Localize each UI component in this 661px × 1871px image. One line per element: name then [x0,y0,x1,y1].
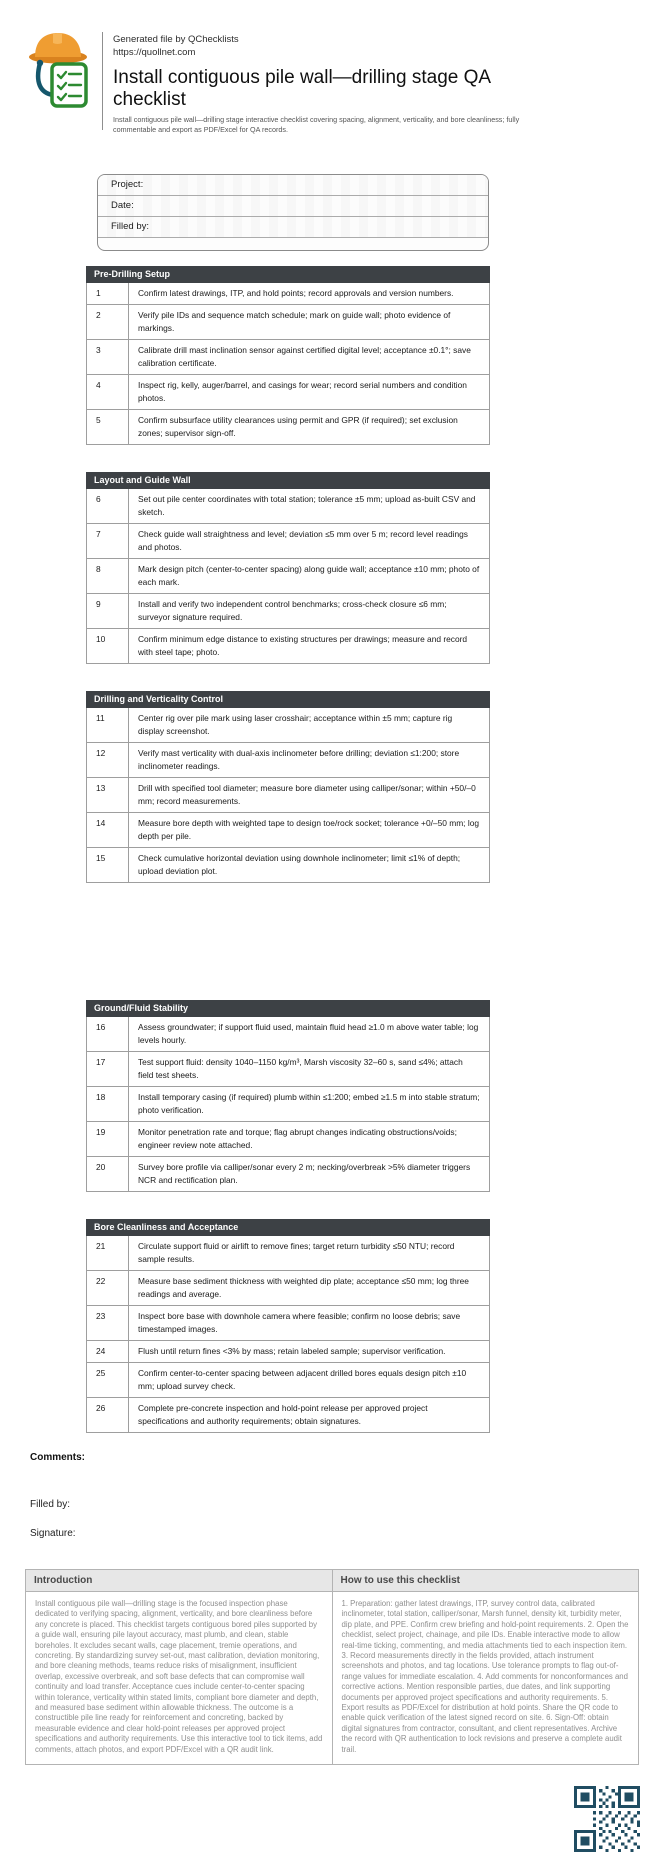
checklist-row-23[interactable] [87,1306,489,1341]
checklist-row-25[interactable] [87,1363,489,1398]
item-text: Inspect bore base with downhole camera where feasible; confirm no loose debris; save timestamped images. [138,1311,461,1334]
sections [0,266,661,1433]
item-number: 20 [87,1157,129,1191]
checklist-row-14[interactable] [87,813,489,848]
howto-title: How to use this checklist [333,1570,639,1592]
header-text-block [113,30,543,135]
item-text: Check guide wall straightness and level; deviation ≤5 mm over 5 m; record level readings and photos. [138,529,468,552]
checklist-row-7[interactable] [87,524,489,559]
item-number: 22 [87,1271,129,1305]
item-number: 9 [87,594,129,628]
section-title: Layout and Guide Wall [86,472,490,489]
item-number: 2 [87,305,129,339]
item-text: Install temporary casing (if required) plumb within ≤1:200; embed ≥1.5 m into stable stratum; photo verification. [138,1092,480,1115]
section-pre-drilling-setup [86,266,490,445]
checklist-row-3[interactable] [87,340,489,375]
footer-columns [25,1569,640,1765]
item-text: Install and verify two independent control benchmarks; cross-check closure ≤6 mm; surveyor signature required. [138,599,447,622]
signoff-block [30,1452,661,1539]
checklist-row-1[interactable] [87,283,489,305]
checklist-row-26[interactable] [87,1398,489,1432]
checklist-row-22[interactable] [87,1271,489,1306]
project-form [97,174,489,251]
item-text: Survey bore profile via calliper/sonar every 2 m; necking/overbreak >5% diameter triggers NCR and rectification plan. [138,1162,471,1185]
form-field-project[interactable]: Project: [98,175,488,196]
item-text: Assess groundwater; if support fluid used, maintain fluid head ≥1.0 m above water table; log levels hourly. [138,1022,479,1045]
item-text: Confirm center-to-center spacing between adjacent drilled bores equals design pitch ±10 mm; upload survey check. [138,1368,467,1391]
section-layout-and-guide-wall [86,472,490,664]
item-number: 8 [87,559,129,593]
item-text: Mark design pitch (center-to-center spacing) along guide wall; acceptance ±10 mm; photo of each mark. [138,564,480,587]
item-text: Monitor penetration rate and torque; flag abrupt changes indicating obstructions/voids; engineer review note attached. [138,1127,457,1150]
checklist-row-10[interactable] [87,629,489,663]
checklist-row-9[interactable] [87,594,489,629]
section-drilling-and-verticality-control [86,691,490,883]
item-text: Verify mast verticality with dual-axis inclinometer before drilling; deviation ≤1:200; store inclinometer readings. [138,748,460,771]
section-title: Drilling and Verticality Control [86,691,490,708]
item-text: Confirm subsurface utility clearances using permit and GPR (if required); set exclusion zones; supervisor sign-off. [138,415,458,438]
signature-label: Signature: [30,1528,76,1539]
checklist-row-5[interactable] [87,410,489,444]
item-text: Set out pile center coordinates with total station; tolerance ±5 mm; upload as-built CSV and sketch. [138,494,476,517]
item-text: Confirm latest drawings, ITP, and hold points; record approvals and version numbers. [138,288,454,298]
item-number: 24 [87,1341,129,1362]
checklist-row-2[interactable] [87,305,489,340]
qr-code [574,1786,640,1852]
item-number: 16 [87,1017,129,1051]
item-number: 15 [87,848,129,882]
introduction-title: Introduction [26,1570,332,1592]
page-subtitle: Install contiguous pile wall—drilling stage interactive checklist covering spacing, alignment, verticality, and bore cleanliness; fully commentable and export as PDF/Excel for QA records. [113,115,520,134]
introduction-body: Install contiguous pile wall—drilling stage is the focused inspection phase dedicated to verifying spacing, alignment, verticality, and bore cleanliness before any concrete is placed. This checklist targets contiguous bored piles supported by a guide wall, ensuring pile layout accuracy, mast plumb, and clean, stable boreholes. It excludes secant walls, cage placement, tremie operations, and concreting. By standardizing survey set-out, mast calibration, deviation monitoring, and bore cleaning methods, teams reduce risks of misalignment, insufficient overlap, excessive overbreak, and soft base defects that can compromise wall continuity and load transfer. Acceptance cues include center-to-center spacing within tolerance, verticality within stated limits, compliant bore diameter and depth, and measured base sediment within allowable thickness. The outcome is a constructible pile line ready for reinforcement and concreting, backed by measurable evidence and clear hold-point releases per approved project specifications and authority requirements. Use this interactive tool to tick items, add comments, attach photos, and export PDF/Excel with a QR audit link. [35,1599,323,1754]
checklist-row-8[interactable] [87,559,489,594]
introduction-column [25,1569,333,1765]
item-text: Check cumulative horizontal deviation using downhole inclinometer; limit ≤1% of depth; upload deviation plot. [138,853,461,876]
generated-by-line: Generated file by QChecklists [113,34,239,45]
form-field-date[interactable]: Date: [98,196,488,217]
item-number: 21 [87,1236,129,1270]
checklist-row-11[interactable] [87,708,489,743]
item-number: 5 [87,410,129,444]
section-rows [86,708,490,883]
item-text: Test support fluid: density 1040–1150 kg/m³, Marsh viscosity 32–60 s, sand ≤4%; attach field test sheets. [138,1057,463,1080]
section-rows [86,1236,490,1433]
masthead [0,0,661,135]
item-number: 19 [87,1122,129,1156]
item-text: Confirm minimum edge distance to existing structures per drawings; measure and record with steel tape; photo. [138,634,468,657]
item-text: Verify pile IDs and sequence match schedule; mark on guide wall; photo evidence of markings. [138,310,451,333]
item-number: 7 [87,524,129,558]
item-number: 18 [87,1087,129,1121]
item-number: 1 [87,283,129,304]
checklist-row-24[interactable] [87,1341,489,1363]
section-title: Pre-Drilling Setup [86,266,490,283]
item-number: 25 [87,1363,129,1397]
section-rows [86,283,490,445]
item-number: 6 [87,489,129,523]
checklist-row-16[interactable] [87,1017,489,1052]
checklist-row-21[interactable] [87,1236,489,1271]
form-field-filled-by[interactable]: Filled by: [98,217,488,238]
header-divider [102,32,103,130]
item-text: Measure bore depth with weighted tape to design toe/rock socket; tolerance +0/–50 mm; log depth per pile. [138,818,480,841]
section-rows [86,1017,490,1192]
item-number: 23 [87,1306,129,1340]
item-text: Inspect rig, kelly, auger/barrel, and casings for wear; record serial numbers and condition photos. [138,380,467,403]
item-number: 17 [87,1052,129,1086]
howto-column [332,1569,640,1765]
checklist-row-17[interactable] [87,1052,489,1087]
section-title: Ground/Fluid Stability [86,1000,490,1017]
qchecklists-logo-icon [28,30,92,110]
site-url-link[interactable]: https://quollnet.com [113,46,196,58]
checklist-row-15[interactable] [87,848,489,882]
item-number: 13 [87,778,129,812]
item-number: 3 [87,340,129,374]
item-text: Center rig over pile mark using laser crosshair; acceptance within ±5 mm; capture rig display screenshot. [138,713,453,736]
item-number: 4 [87,375,129,409]
item-number: 12 [87,743,129,777]
checklist-row-19[interactable] [87,1122,489,1157]
checklist-row-6[interactable] [87,489,489,524]
checklist-row-13[interactable] [87,778,489,813]
item-text: Complete pre-concrete inspection and hold-point release per approved project specifications and authority requirements; obtain signatures. [138,1403,428,1426]
howto-body: 1. Preparation: gather latest drawings, ITP, survey control data, calibrated inclinometer, total station, calliper/sonar, Marsh funnel, density kit, turbidity meter, dip plate, and PPE. Confirm crew briefing and hold-point requirements. 2. Open the checklist, select project, chainage, and pile IDs. Enable interactive mode to allow real-time ticking, commenting, and media attachments tied to each inspection item. 3. Record measurements directly in the fields provided, attach instrument screenshots and photos, and tag locations. Use tolerance prompts to flag out-of-range values for immediate escalation. 4. Add comments for nonconformances and corrective actions. Mention responsible parties, due dates, and link supporting documents per approved project specifications and authority requirements. 5. Export results as PDF/Excel for distribution at hold points. Share the QR code to enable quick verification of the latest signed record on site. 6. Sign-Off: obtain digital signatures from contractor, consultant, and client representatives. Archive the record with QR authentication to lock revisions and preserve a complete audit trail. [341,1599,629,1754]
item-text: Measure base sediment thickness with weighted dip plate; acceptance ≤50 mm; log three readings and average. [138,1276,469,1299]
filled-by-label: Filled by: [30,1499,71,1510]
checklist-row-4[interactable] [87,375,489,410]
checklist-row-12[interactable] [87,743,489,778]
section-bore-cleanliness-and-acceptance [86,1219,490,1433]
item-number: 10 [87,629,129,663]
item-text: Drill with specified tool diameter; measure bore diameter using calliper/sonar; within +50/–0 mm; record measurements. [138,783,476,806]
item-number: 11 [87,708,129,742]
item-text: Circulate support fluid or airlift to remove fines; target return turbidity ≤50 NTU; record sample results. [138,1241,455,1264]
comments-label: Comments: [30,1452,86,1463]
section-title: Bore Cleanliness and Acceptance [86,1219,490,1236]
item-number: 26 [87,1398,129,1432]
form-box-padding [98,238,488,250]
section-rows [86,489,490,664]
checklist-row-18[interactable] [87,1087,489,1122]
section-ground-fluid-stability [86,1000,490,1192]
item-number: 14 [87,813,129,847]
checklist-row-20[interactable] [87,1157,489,1191]
item-text: Calibrate drill mast inclination sensor against certified digital level; acceptance ±0.1°; save calibration certificate. [138,345,471,368]
page-title: Install contiguous pile wall—drilling stage QA checklist [113,67,491,110]
item-text: Flush until return fines <3% by mass; retain labeled sample; supervisor verification. [138,1346,446,1356]
